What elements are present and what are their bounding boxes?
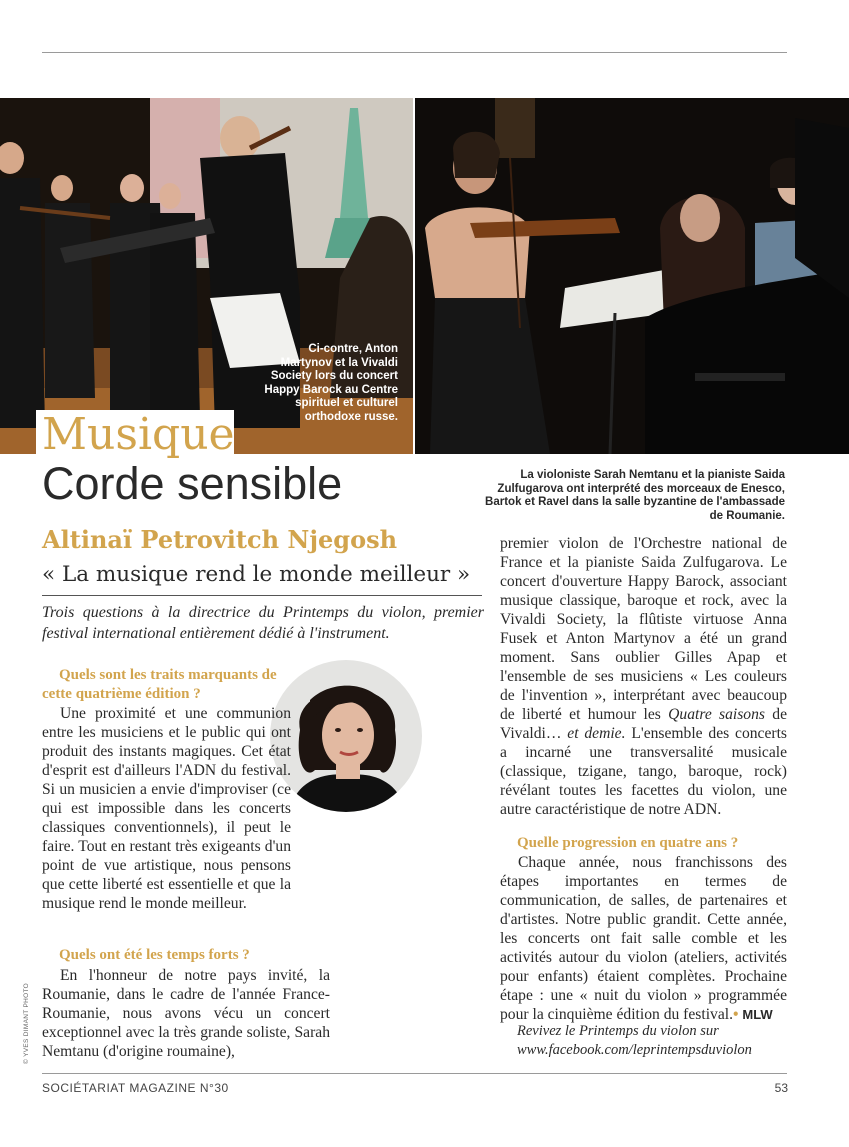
answer-2-paragraph-part1: En l'honneur de notre pays invité, la Roumanie, dans le cadre de l'année France-Roumanie, nous avons vécu un concert exceptionnel avec la très grande soliste, Sarah Nemtanu (d'origine roumaine), <box>42 967 330 1060</box>
answer-1-paragraph: Une proximité et une communion entre les musiciens et le public qui ont produit des instants magiques. Cet état d'esprit est d'ailleurs l'ADN du festival. Si un musicien a envie d'improviser (ce qui est impossible dans les concerts classiques conventionnels), il peut le faire. Tout en restant très exigeants d'un point de vue artistique, nous pensons que cette liberté est essentielle et que la musique rend le monde meilleur. <box>42 705 291 912</box>
facebook-link-block <box>517 1022 787 1060</box>
photo-left-caption: Ci-contre, Anton Martynov et la Vivaldi Society lors du concert Happy Barock au Centre spirituel et culturel orthodoxe russe. <box>264 343 398 423</box>
question-1: Quels sont les traits marquants de cette quatrième édition ? <box>42 667 277 702</box>
answer-2-suffix-italic: et demie. <box>567 725 626 742</box>
photo-credit-text: © YVES DIMANT PHOTO <box>22 983 30 1064</box>
answer-2-title-italic: Quatre saisons <box>668 706 765 723</box>
link-intro: Revivez le Printemps du violon sur <box>517 1023 719 1039</box>
answer-1-block <box>42 704 486 913</box>
answer-2-block-part1 <box>42 966 330 1061</box>
magazine-name: SOCIÉTARIAT MAGAZINE N°30 <box>42 1081 229 1095</box>
interviewee-name: Altinaï Petrovitch Njegosh <box>42 525 398 554</box>
quote-divider <box>42 595 482 596</box>
top-rule <box>42 52 787 53</box>
answer-2-text-a: premier violon de l'Orchestre national de France et la pianiste Saida Zulfugarova. Le concert d'ouverture Happy Barock, associant musique classique, baroque et rock, avec la Vivaldi Society, la flûtiste virtuose Anna Fusek et Anton Martynov a été un grand moment. Sans oublier Gilles Apap et l'ensemble de ses musiciens « Les couleurs de l'invention », interprétant avec beaucoup de liberté et humour les <box>500 535 787 723</box>
photo-right-caption: La violoniste Sarah Nemtanu et la pianiste Saida Zulfugarova ont interprété des morceaux de Enesco, Bartok et Ravel dans la salle byzantine de l'ambassade de Roumanie. <box>485 469 785 522</box>
section-label: Musique <box>42 409 235 460</box>
answer-3-text: Chaque année, nous franchissons des étapes importantes en termes de communication, de salles, de partenaires et d'artistes. Notre public grandit. Cette année, les concerts ont fait salle comble et les activités autour du violon (ateliers, activités pour enfants) étaient complètes. Prochaine étape : une « nuit du violon » programmée pour la cinquième édition du festival. <box>500 854 787 1023</box>
author-signature: MLW <box>742 1007 773 1022</box>
page-number: 53 <box>774 1081 788 1095</box>
photo-credit <box>16 983 30 1070</box>
article-headline: Corde sensible <box>42 458 343 509</box>
answer-2-paragraph-part2 <box>500 534 787 819</box>
question-3: Quelle progression en quatre ans ? <box>517 835 739 851</box>
answer-3-block <box>500 853 787 1024</box>
answer-2-text-c: L'ensemble des concerts a incarné une transversalité musicale (classique, tzigane, tango, baroque, rock) révélant toutes les facettes du violon, une autre caractéristique de notre ADN. <box>500 725 787 818</box>
signature-dot: • <box>732 1006 739 1023</box>
answer-2-block-part2 <box>500 534 787 819</box>
pull-quote: « La musique rend le monde meilleur » <box>42 562 471 587</box>
footer-rule <box>42 1073 787 1074</box>
answer-3-paragraph <box>500 853 787 1024</box>
question-2: Quels ont été les temps forts ? <box>59 947 250 963</box>
intro-paragraph: Trois questions à la directrice du Printemps du violon, premier festival international entièrement dédié à l'instrument. <box>42 604 484 642</box>
answer-2-text-b: de Vivaldi… <box>500 706 787 742</box>
facebook-link[interactable]: www.facebook.com/leprintempsduviolon <box>517 1042 752 1058</box>
concert-photo-right <box>415 98 849 454</box>
